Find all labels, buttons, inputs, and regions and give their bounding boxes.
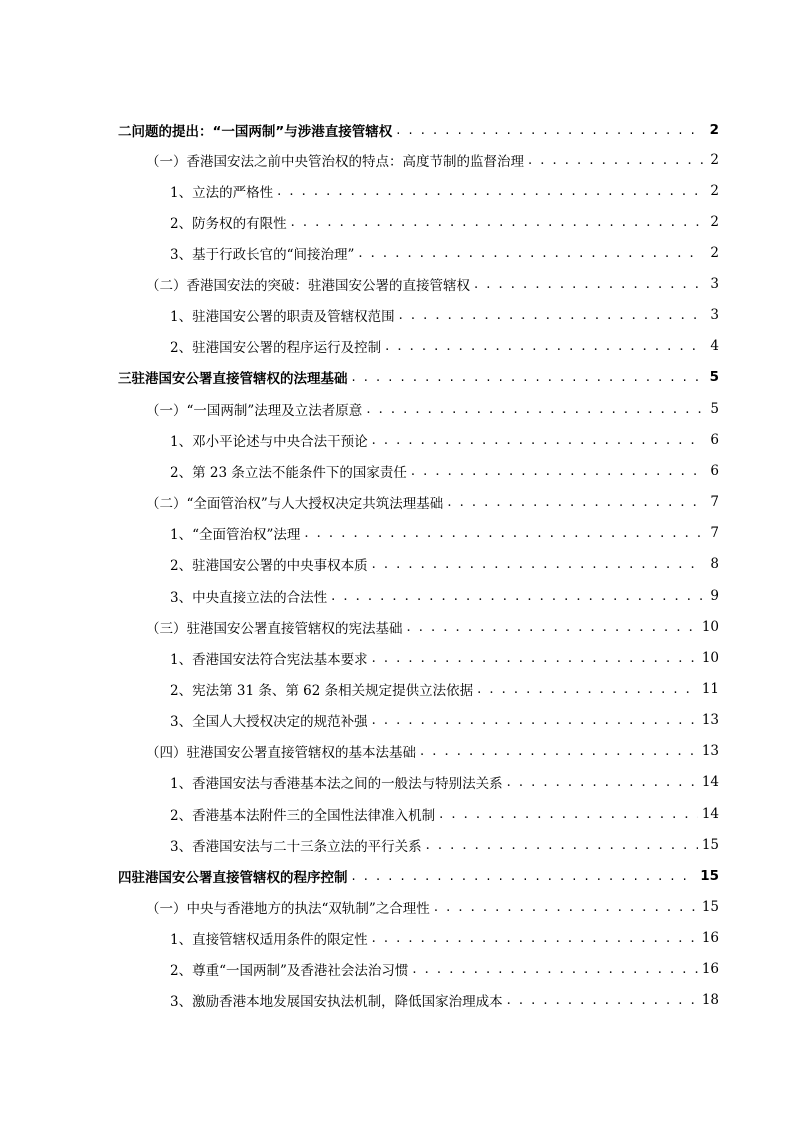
chapter-number: 四: [118, 870, 132, 886]
toc-entry-page: 7: [710, 525, 719, 541]
toc-entry-subsection[interactable]: [170, 834, 719, 856]
toc-entry-title: 3、全国人大授权决定的规范补强: [170, 714, 368, 730]
toc-entry-title: 2、防务权的有限性: [170, 216, 287, 232]
dot-leader: [507, 775, 698, 790]
dot-leader: [372, 713, 698, 728]
toc-entry-subsection[interactable]: [170, 429, 719, 451]
toc-entry-subsection[interactable]: [170, 211, 719, 233]
toc-entry-page: 6: [710, 432, 719, 448]
toc-entry-subsection[interactable]: [170, 771, 719, 793]
toc-entry-subsection[interactable]: [170, 335, 719, 357]
toc-entry-title: 3、激励香港本地发展国安执法机制，降低国家治理成本: [170, 994, 503, 1010]
toc-entry-chapter[interactable]: [118, 366, 719, 388]
toc-entry-page: 16: [701, 930, 719, 946]
toc-entry-page: 11: [701, 681, 719, 697]
toc-entry-title: 2、第 23 条立法不能条件下的国家责任: [170, 465, 407, 481]
toc-entry-title: 驻港国安公署直接管辖权的法理基础: [131, 371, 348, 387]
toc-entry-page: 7: [710, 494, 719, 510]
dot-leader: [372, 931, 698, 946]
toc-entry-title: （三）驻港国安公署直接管辖权的宪法基础: [146, 621, 403, 637]
toc-entry-title: （一）“一国两制”法理及立法者原意: [146, 403, 363, 419]
toc-entry-page: 2: [710, 152, 719, 168]
toc-entry-title: 1、驻港国安公署的职责及管辖权范围: [170, 309, 395, 325]
toc-entry-subsection[interactable]: [170, 927, 719, 949]
toc-entry-title: 2、尊重“一国两制”及香港社会法治习惯: [170, 963, 409, 979]
toc-entry-subsection[interactable]: [170, 803, 719, 825]
toc-entry-page: 5: [709, 369, 719, 385]
toc-entry-section[interactable]: [146, 616, 719, 638]
toc-entry-section[interactable]: [146, 273, 719, 295]
toc-entry-subsection[interactable]: [170, 180, 719, 202]
dot-leader: [426, 838, 698, 853]
toc-entry-subsection[interactable]: [170, 522, 719, 544]
toc-entry-subsection[interactable]: [170, 709, 719, 731]
toc-entry-page: 2: [710, 183, 719, 199]
dot-leader: [358, 246, 703, 261]
dot-leader: [474, 277, 703, 292]
toc-entry-section[interactable]: [146, 896, 719, 918]
toc-entry-section[interactable]: [146, 740, 719, 762]
dot-leader: [291, 215, 703, 230]
toc-entry-subsection[interactable]: [170, 678, 719, 700]
dot-leader: [372, 557, 703, 572]
toc-entry-title: （一）香港国安法之前中央管治权的特点：高度节制的监督治理: [146, 154, 524, 170]
toc-entry-subsection[interactable]: [170, 585, 719, 607]
toc-entry-page: 10: [701, 650, 719, 666]
toc-entry-title: 1、“全面管治权”法理: [170, 527, 301, 543]
toc-entry-title: 2、宪法第 31 条、第 62 条相关规定提供立法依据: [170, 683, 474, 699]
toc-entry-page: 14: [701, 806, 719, 822]
toc-entry-title: 3、中央直接立法的合法性: [170, 590, 328, 606]
toc-entry-page: 10: [701, 619, 719, 635]
dot-leader: [439, 807, 698, 822]
toc-entry-title: 3、香港国安法与二十三条立法的平行关系: [170, 839, 422, 855]
toc-entry-chapter[interactable]: [118, 865, 719, 887]
toc-entry-section[interactable]: [146, 149, 719, 171]
dot-leader: [420, 744, 698, 759]
dot-leader: [412, 962, 697, 977]
toc-entry-title: 驻港国安公署直接管辖权的程序控制: [131, 870, 348, 886]
dot-leader: [434, 900, 698, 915]
dot-leader: [477, 682, 698, 697]
toc-entry-subsection[interactable]: [170, 958, 719, 980]
toc-entry-subsection[interactable]: [170, 989, 719, 1011]
dot-leader: [411, 464, 703, 479]
chapter-number: 三: [118, 371, 132, 387]
toc-entry-chapter[interactable]: [118, 119, 719, 141]
toc-entry-section[interactable]: [146, 491, 719, 513]
dot-leader: [447, 495, 703, 510]
toc-entry-subsection[interactable]: [170, 553, 719, 575]
dot-leader: [385, 339, 703, 354]
toc-entry-page: 15: [700, 868, 719, 884]
toc-entry-page: 6: [710, 463, 719, 479]
toc-entry-page: 3: [710, 307, 719, 323]
dot-leader: [304, 526, 703, 541]
dot-leader: [366, 402, 703, 417]
toc-entry-title: 1、香港国安法与香港基本法之间的一般法与特别法关系: [170, 776, 503, 792]
dot-leader: [372, 433, 703, 448]
toc-entry-page: 9: [710, 588, 719, 604]
dot-leader: [528, 153, 703, 168]
dot-leader: [352, 370, 704, 385]
dot-leader: [407, 620, 698, 635]
toc-entry-page: 14: [701, 774, 719, 790]
toc-entry-subsection[interactable]: [170, 304, 719, 326]
dot-leader: [331, 589, 703, 604]
chapter-number: 二: [118, 124, 132, 140]
dot-leader: [399, 308, 703, 323]
toc-entry-page: 13: [701, 743, 719, 759]
toc-entry-title: （一）中央与香港地方的执法“双轨制”之合理性: [146, 901, 430, 917]
toc-entry-title: 3、基于行政长官的“间接治理”: [170, 247, 355, 263]
toc-entry-title: （二）香港国安法的突破：驻港国安公署的直接管辖权: [146, 278, 470, 294]
dot-leader: [396, 123, 703, 138]
toc-entry-title: 1、直接管辖权适用条件的限定性: [170, 932, 368, 948]
toc-entry-page: 15: [701, 899, 719, 915]
toc-entry-subsection[interactable]: [170, 460, 719, 482]
toc-entry-title: 2、驻港国安公署的中央事权本质: [170, 558, 368, 574]
toc-entry-title: 2、驻港国安公署的程序运行及控制: [170, 340, 382, 356]
toc-entry-title: （二）“全面管治权”与人大授权决定共筑法理基础: [146, 496, 444, 512]
toc-entry-title: 2、香港基本法附件三的全国性法律准入机制: [170, 808, 436, 824]
toc-entry-page: 15: [701, 837, 719, 853]
dot-leader: [277, 184, 703, 199]
toc-entry-page: 2: [710, 214, 719, 230]
toc-entry-page: 16: [701, 961, 719, 977]
toc-entry-title: （四）驻港国安公署直接管辖权的基本法基础: [146, 745, 416, 761]
toc-entry-section[interactable]: [146, 398, 719, 420]
toc-entry-page: 8: [710, 556, 719, 572]
toc-entry-subsection[interactable]: [170, 242, 719, 264]
toc-entry-page: 3: [710, 276, 719, 292]
toc-entry-page: 13: [701, 712, 719, 728]
toc-entry-subsection[interactable]: [170, 647, 719, 669]
toc-entry-page: 5: [710, 401, 719, 417]
toc-entry-page: 18: [701, 992, 719, 1008]
toc-entry-page: 2: [709, 122, 719, 138]
toc-entry-title: 1、香港国安法符合宪法基本要求: [170, 652, 368, 668]
toc-entry-title: 1、邓小平论述与中央合法干预论: [170, 434, 368, 450]
toc-entry-title: 1、立法的严格性: [170, 185, 274, 201]
dot-leader: [372, 651, 698, 666]
toc-entry-page: 2: [710, 245, 719, 261]
dot-leader: [352, 869, 697, 884]
toc-entry-page: 4: [710, 338, 719, 354]
dot-leader: [507, 993, 698, 1008]
toc-entry-title: 问题的提出：“一国两制”与涉港直接管辖权: [131, 124, 393, 140]
